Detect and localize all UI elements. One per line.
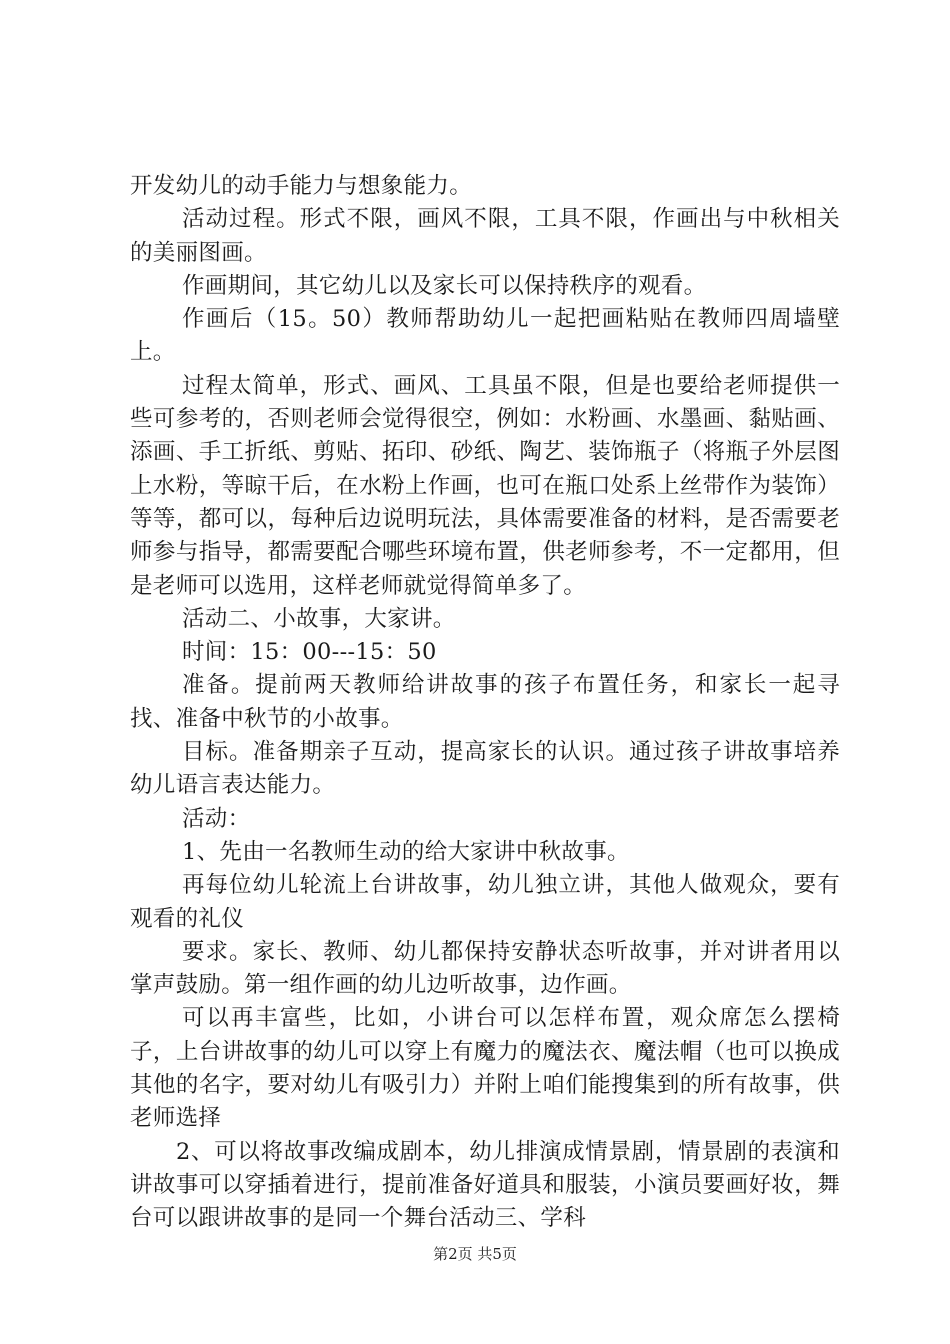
- paragraph-15: 2、可以将故事改编成剧本，幼儿排演成情景剧，情景剧的表演和讲故事可以穿插着进行，提前准备好道具和服装，小演员要画好妆，舞台可以跟讲故事的是同一个舞台活动三、学科: [130, 1138, 840, 1232]
- paragraph-3: 作画期间，其它幼儿以及家长可以保持秩序的观看。: [182, 272, 707, 299]
- paragraph-10: 活动：: [182, 805, 251, 832]
- paragraph-12: 再每位幼儿轮流上台讲故事，幼儿独立讲，其他人做观众，要有观看的礼仪: [130, 872, 840, 932]
- page-number-footer: 第2页 共5页: [433, 1245, 517, 1263]
- paragraph-14: 可以再丰富些，比如，小讲台可以怎样布置，观众席怎么摆椅子，上台讲故事的幼儿可以穿上有魔力的魔法衣、魔法帽（也可以换成其他的名字，要对幼儿有吸引力）并附上咱们能搜集到的所有故事，供老师选择: [130, 1005, 840, 1132]
- paragraph-2: 活动过程。形式不限，画风不限，工具不限，作画出与中秋相关的美丽图画。: [130, 206, 840, 266]
- paragraph-1: 开发幼儿的动手能力与想象能力。: [130, 173, 473, 199]
- paragraph-9: 目标。准备期亲子互动，提高家长的认识。通过孩子讲故事培养幼儿语言表达能力。: [130, 739, 840, 799]
- paragraph-6: 活动二、小故事，大家讲。: [182, 605, 456, 632]
- paragraph-7: 时间：15：00---15：50: [182, 639, 437, 666]
- paragraph-13: 要求。家长、教师、幼儿都保持安静状态听故事，并对讲者用以掌声鼓励。第一组作画的幼儿边听故事，边作画。: [130, 938, 840, 999]
- document-body: [130, 170, 840, 1236]
- paragraph-4: 作画后（15。50）教师帮助幼儿一起把画粘贴在教师四周墙壁上。: [130, 306, 840, 366]
- paragraph-11: 1、先由一名教师生动的给大家讲中秋故事。: [182, 838, 630, 865]
- paragraph-5: 过程太简单，形式、画风、工具虽不限，但是也要给老师提供一些可参考的，否则老师会觉得很空，例如：水粉画、水墨画、黏贴画、添画、手工折纸、剪贴、拓印、砂纸、陶艺、装饰瓶子（将瓶子外层图上水粉，等晾干后，在水粉上作画，也可在瓶口处系上丝带作为装饰）等等，都可以，每种后边说明玩法，具体需要准备的材料，是否需要老师参与指导，都需要配合哪些环境布置，供老师参考，不一定都用，但是老师可以选用，这样老师就觉得简单多了。: [130, 372, 840, 599]
- paragraph-8: 准备。提前两天教师给讲故事的孩子布置任务，和家长一起寻找、准备中秋节的小故事。: [130, 672, 840, 732]
